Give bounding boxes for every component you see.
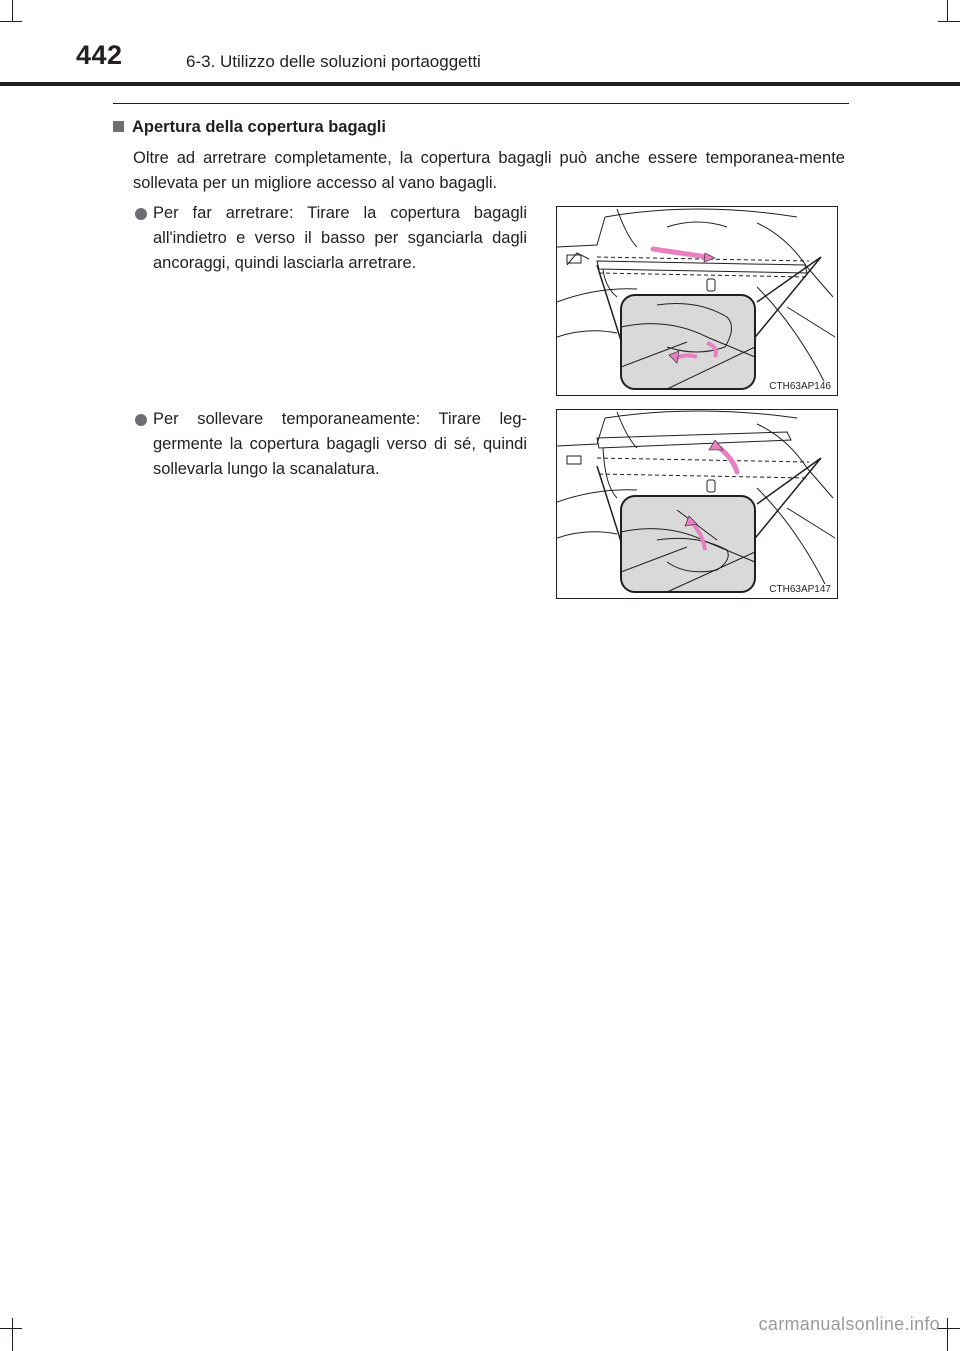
cargo-cover-lift-illustration [557,410,837,598]
crop-mark [12,0,13,22]
chapter-title: 6-3. Utilizzo delle soluzioni portaoggetti [186,52,481,71]
figure-lift [556,409,838,599]
section-intro: Oltre ad arretrare completamente, la copertura bagagli può anche essere temporanea-mente sollevata per un migliore accesso al vano bagagli. [133,149,845,192]
section-heading [113,118,386,137]
figure-code: CTH63AP147 [769,584,831,595]
crop-mark [0,21,22,22]
section-rule [113,103,849,104]
bullet-icon [135,414,147,426]
crop-mark [938,1328,960,1329]
figure-retract [556,206,838,396]
crop-mark [947,1318,948,1351]
bullet-text-lift: Per sollevare temporaneamente: Tirare leg-germente la copertura bagagli verso di sé, quindi sollevarla lungo la scanalatura. [153,410,527,478]
bullet-icon [135,208,147,220]
crop-mark [947,0,948,22]
crop-mark [12,1318,13,1351]
crop-mark [0,1328,22,1329]
figure-code: CTH63AP146 [769,381,831,392]
header-rule [0,82,960,86]
square-bullet-icon [113,121,124,132]
cargo-cover-retract-illustration [557,207,837,395]
page-number: 442 [76,40,123,70]
watermark: carmanualsonline.info [758,1314,940,1334]
section-heading-text: Apertura della copertura bagagli [132,118,386,136]
bullet-text-retract: Per far arretrare: Tirare la copertura bagagli all'indietro e verso il basso per sganciarla dagli ancoraggi, quindi lasciarla arretrare. [153,204,527,272]
crop-mark [938,21,960,22]
